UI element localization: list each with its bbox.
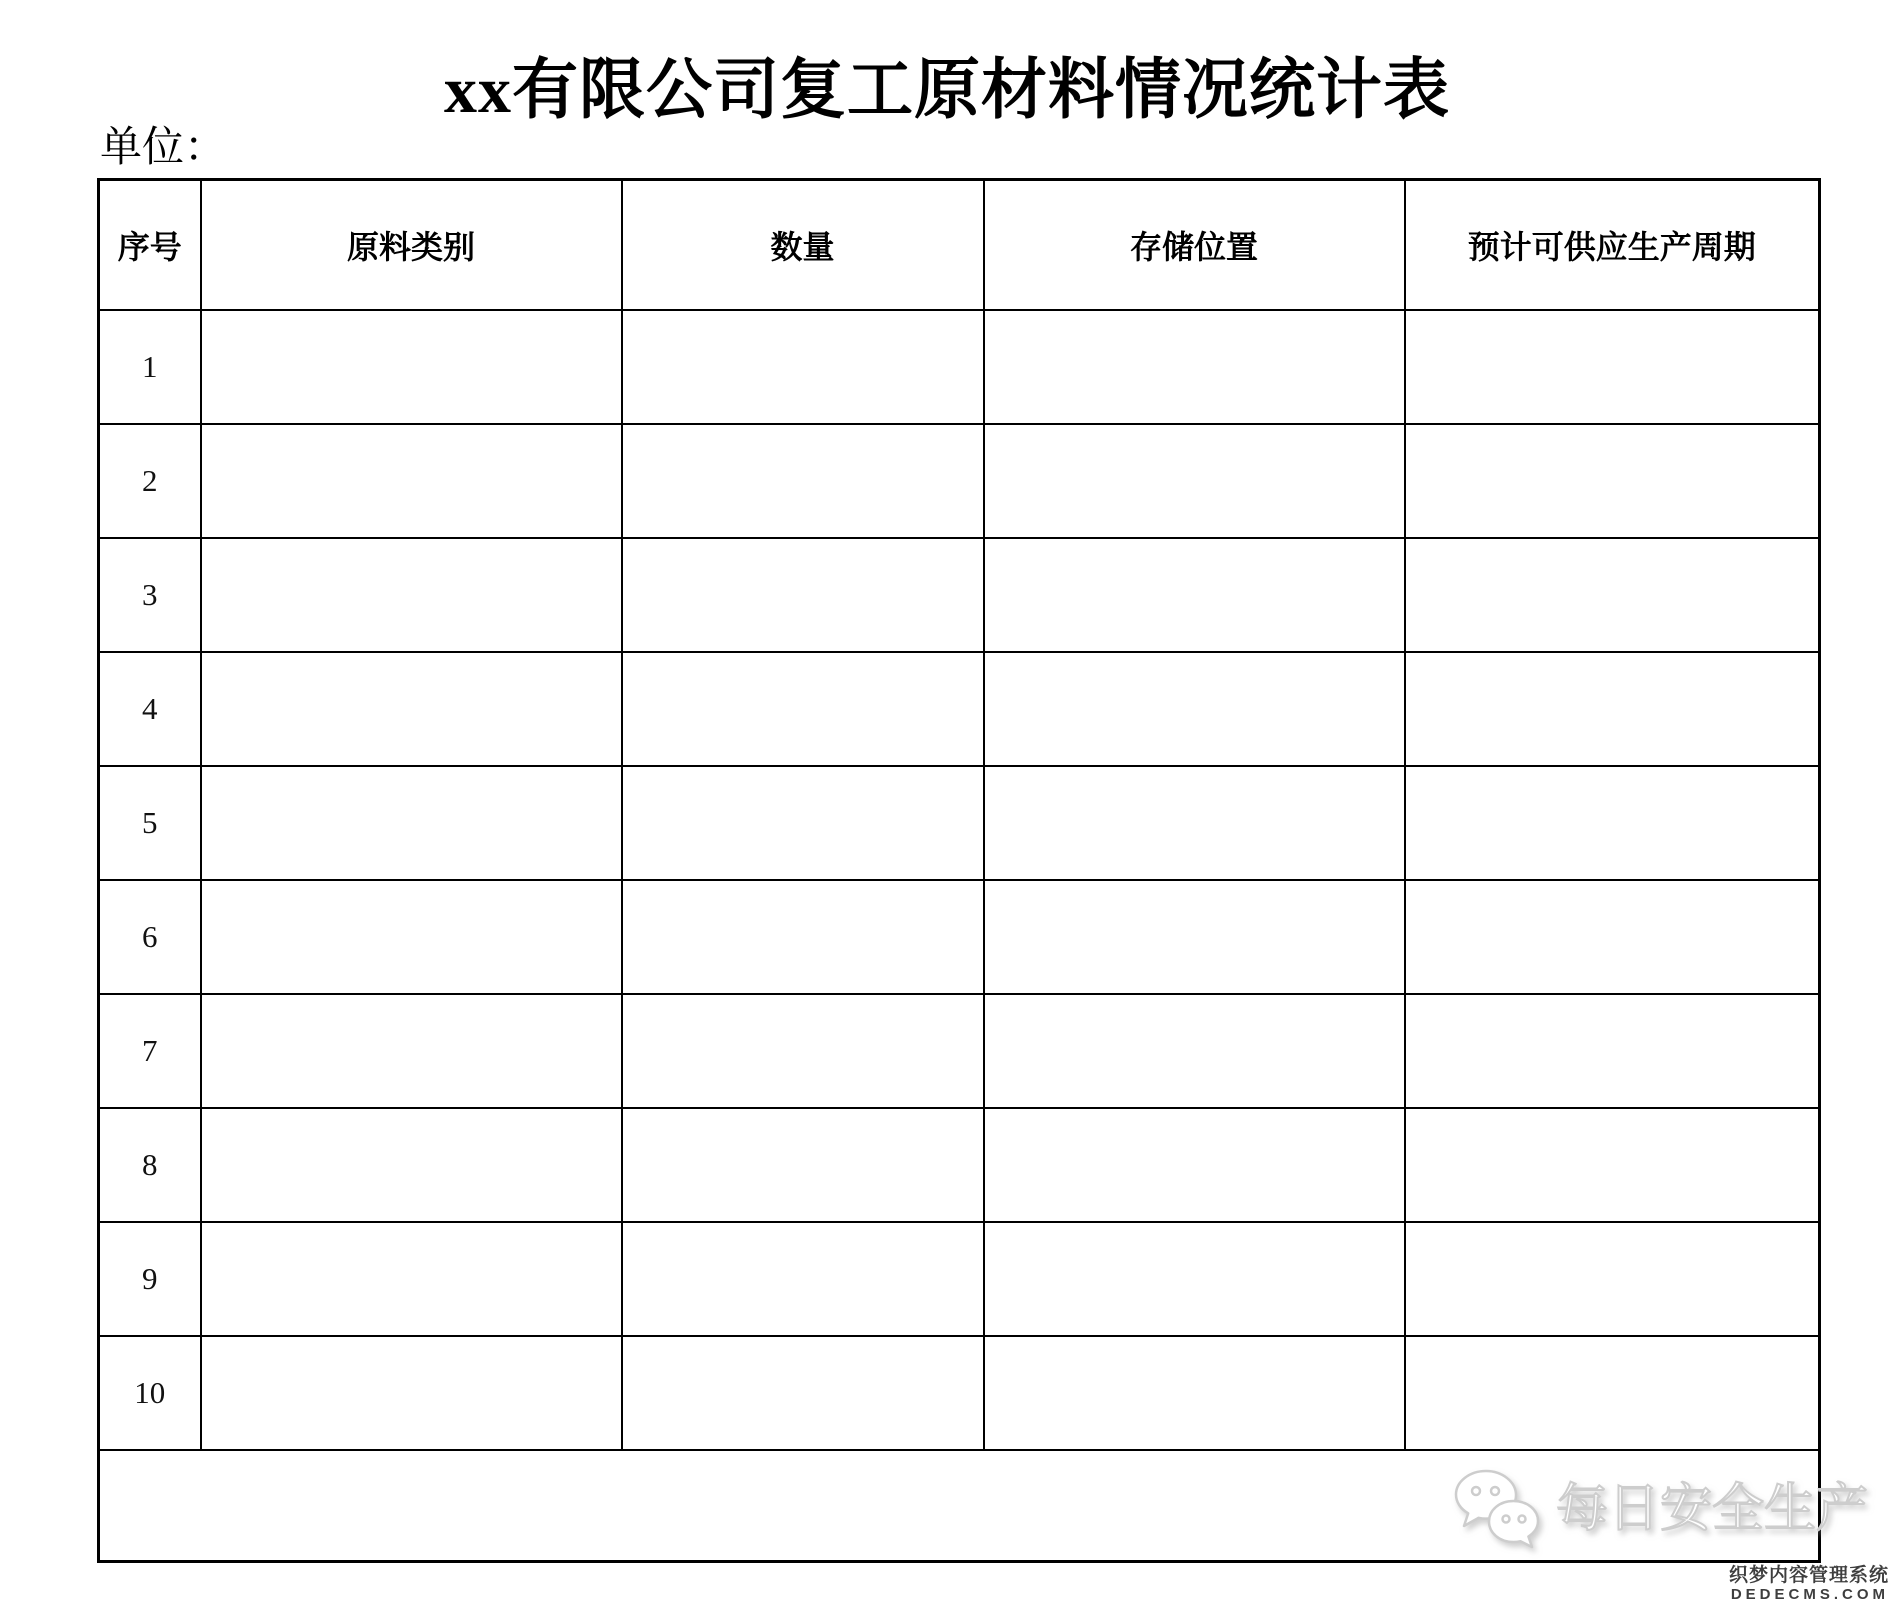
period-cell	[1405, 766, 1820, 880]
period-cell	[1405, 310, 1820, 424]
materials-table	[97, 178, 1821, 1563]
unit-label: 单位：	[100, 125, 227, 171]
material-cell	[201, 766, 622, 880]
wechat-watermark-text: 每日安全生产	[1556, 1480, 1869, 1538]
row-number-cell: 10	[99, 1336, 201, 1450]
table-row	[99, 1222, 1820, 1336]
row-number-cell: 1	[99, 310, 201, 424]
table-row	[99, 424, 1820, 538]
material-cell	[201, 424, 622, 538]
cms-watermark-line2: DEDECMS.COM	[1730, 1585, 1889, 1603]
location-cell	[984, 424, 1405, 538]
period-cell	[1405, 424, 1820, 538]
location-cell	[984, 1222, 1405, 1336]
table-row	[99, 538, 1820, 652]
location-cell	[984, 1108, 1405, 1222]
quantity-cell	[622, 1222, 984, 1336]
table-row	[99, 652, 1820, 766]
quantity-cell	[622, 766, 984, 880]
table-row	[99, 766, 1820, 880]
row-number-cell: 7	[99, 994, 201, 1108]
table-footer-row	[99, 1450, 1820, 1562]
location-cell	[984, 310, 1405, 424]
table-header	[99, 180, 1820, 310]
location-cell	[984, 994, 1405, 1108]
location-cell	[984, 1336, 1405, 1450]
page-title: xx有限公司复工原材料情况统计表	[444, 54, 1450, 127]
header-cell-quantity: 数量	[622, 180, 984, 310]
material-cell	[201, 880, 622, 994]
row-number-cell: 8	[99, 1108, 201, 1222]
table-row	[99, 1336, 1820, 1450]
location-cell	[984, 652, 1405, 766]
period-cell	[1405, 1222, 1820, 1336]
quantity-cell	[622, 538, 984, 652]
location-cell	[984, 766, 1405, 880]
period-cell	[1405, 1336, 1820, 1450]
quantity-cell	[622, 994, 984, 1108]
quantity-cell	[622, 1336, 984, 1450]
location-cell	[984, 880, 1405, 994]
table-body	[99, 310, 1820, 1450]
period-cell	[1405, 652, 1820, 766]
quantity-cell	[622, 1108, 984, 1222]
header-cell-material: 原料类别	[201, 180, 622, 310]
table-footer	[99, 1450, 1820, 1562]
header-cell-serial: 序号	[99, 180, 201, 310]
row-number-cell: 5	[99, 766, 201, 880]
period-cell	[1405, 880, 1820, 994]
quantity-cell	[622, 310, 984, 424]
cms-watermark-line1: 织梦内容管理系统	[1728, 1564, 1889, 1586]
period-cell	[1405, 994, 1820, 1108]
location-cell	[984, 538, 1405, 652]
period-cell	[1405, 538, 1820, 652]
header-cell-location: 存储位置	[984, 180, 1405, 310]
cms-watermark	[1729, 1566, 1889, 1603]
material-cell	[201, 1336, 622, 1450]
table-row	[99, 1108, 1820, 1222]
quantity-cell	[622, 880, 984, 994]
material-cell	[201, 310, 622, 424]
table-header-row	[99, 180, 1820, 310]
table-row	[99, 880, 1820, 994]
table-row	[99, 994, 1820, 1108]
table-row	[99, 310, 1820, 424]
row-number-cell: 3	[99, 538, 201, 652]
material-cell	[201, 1108, 622, 1222]
footer-merged-cell	[99, 1450, 1820, 1562]
row-number-cell: 2	[99, 424, 201, 538]
period-cell	[1405, 1108, 1820, 1222]
material-cell	[201, 538, 622, 652]
header-cell-period: 预计可供应生产周期	[1405, 180, 1820, 310]
row-number-cell: 9	[99, 1222, 201, 1336]
row-number-cell: 4	[99, 652, 201, 766]
material-cell	[201, 652, 622, 766]
quantity-cell	[622, 652, 984, 766]
material-cell	[201, 1222, 622, 1336]
row-number-cell: 6	[99, 880, 201, 994]
material-cell	[201, 994, 622, 1108]
quantity-cell	[622, 424, 984, 538]
